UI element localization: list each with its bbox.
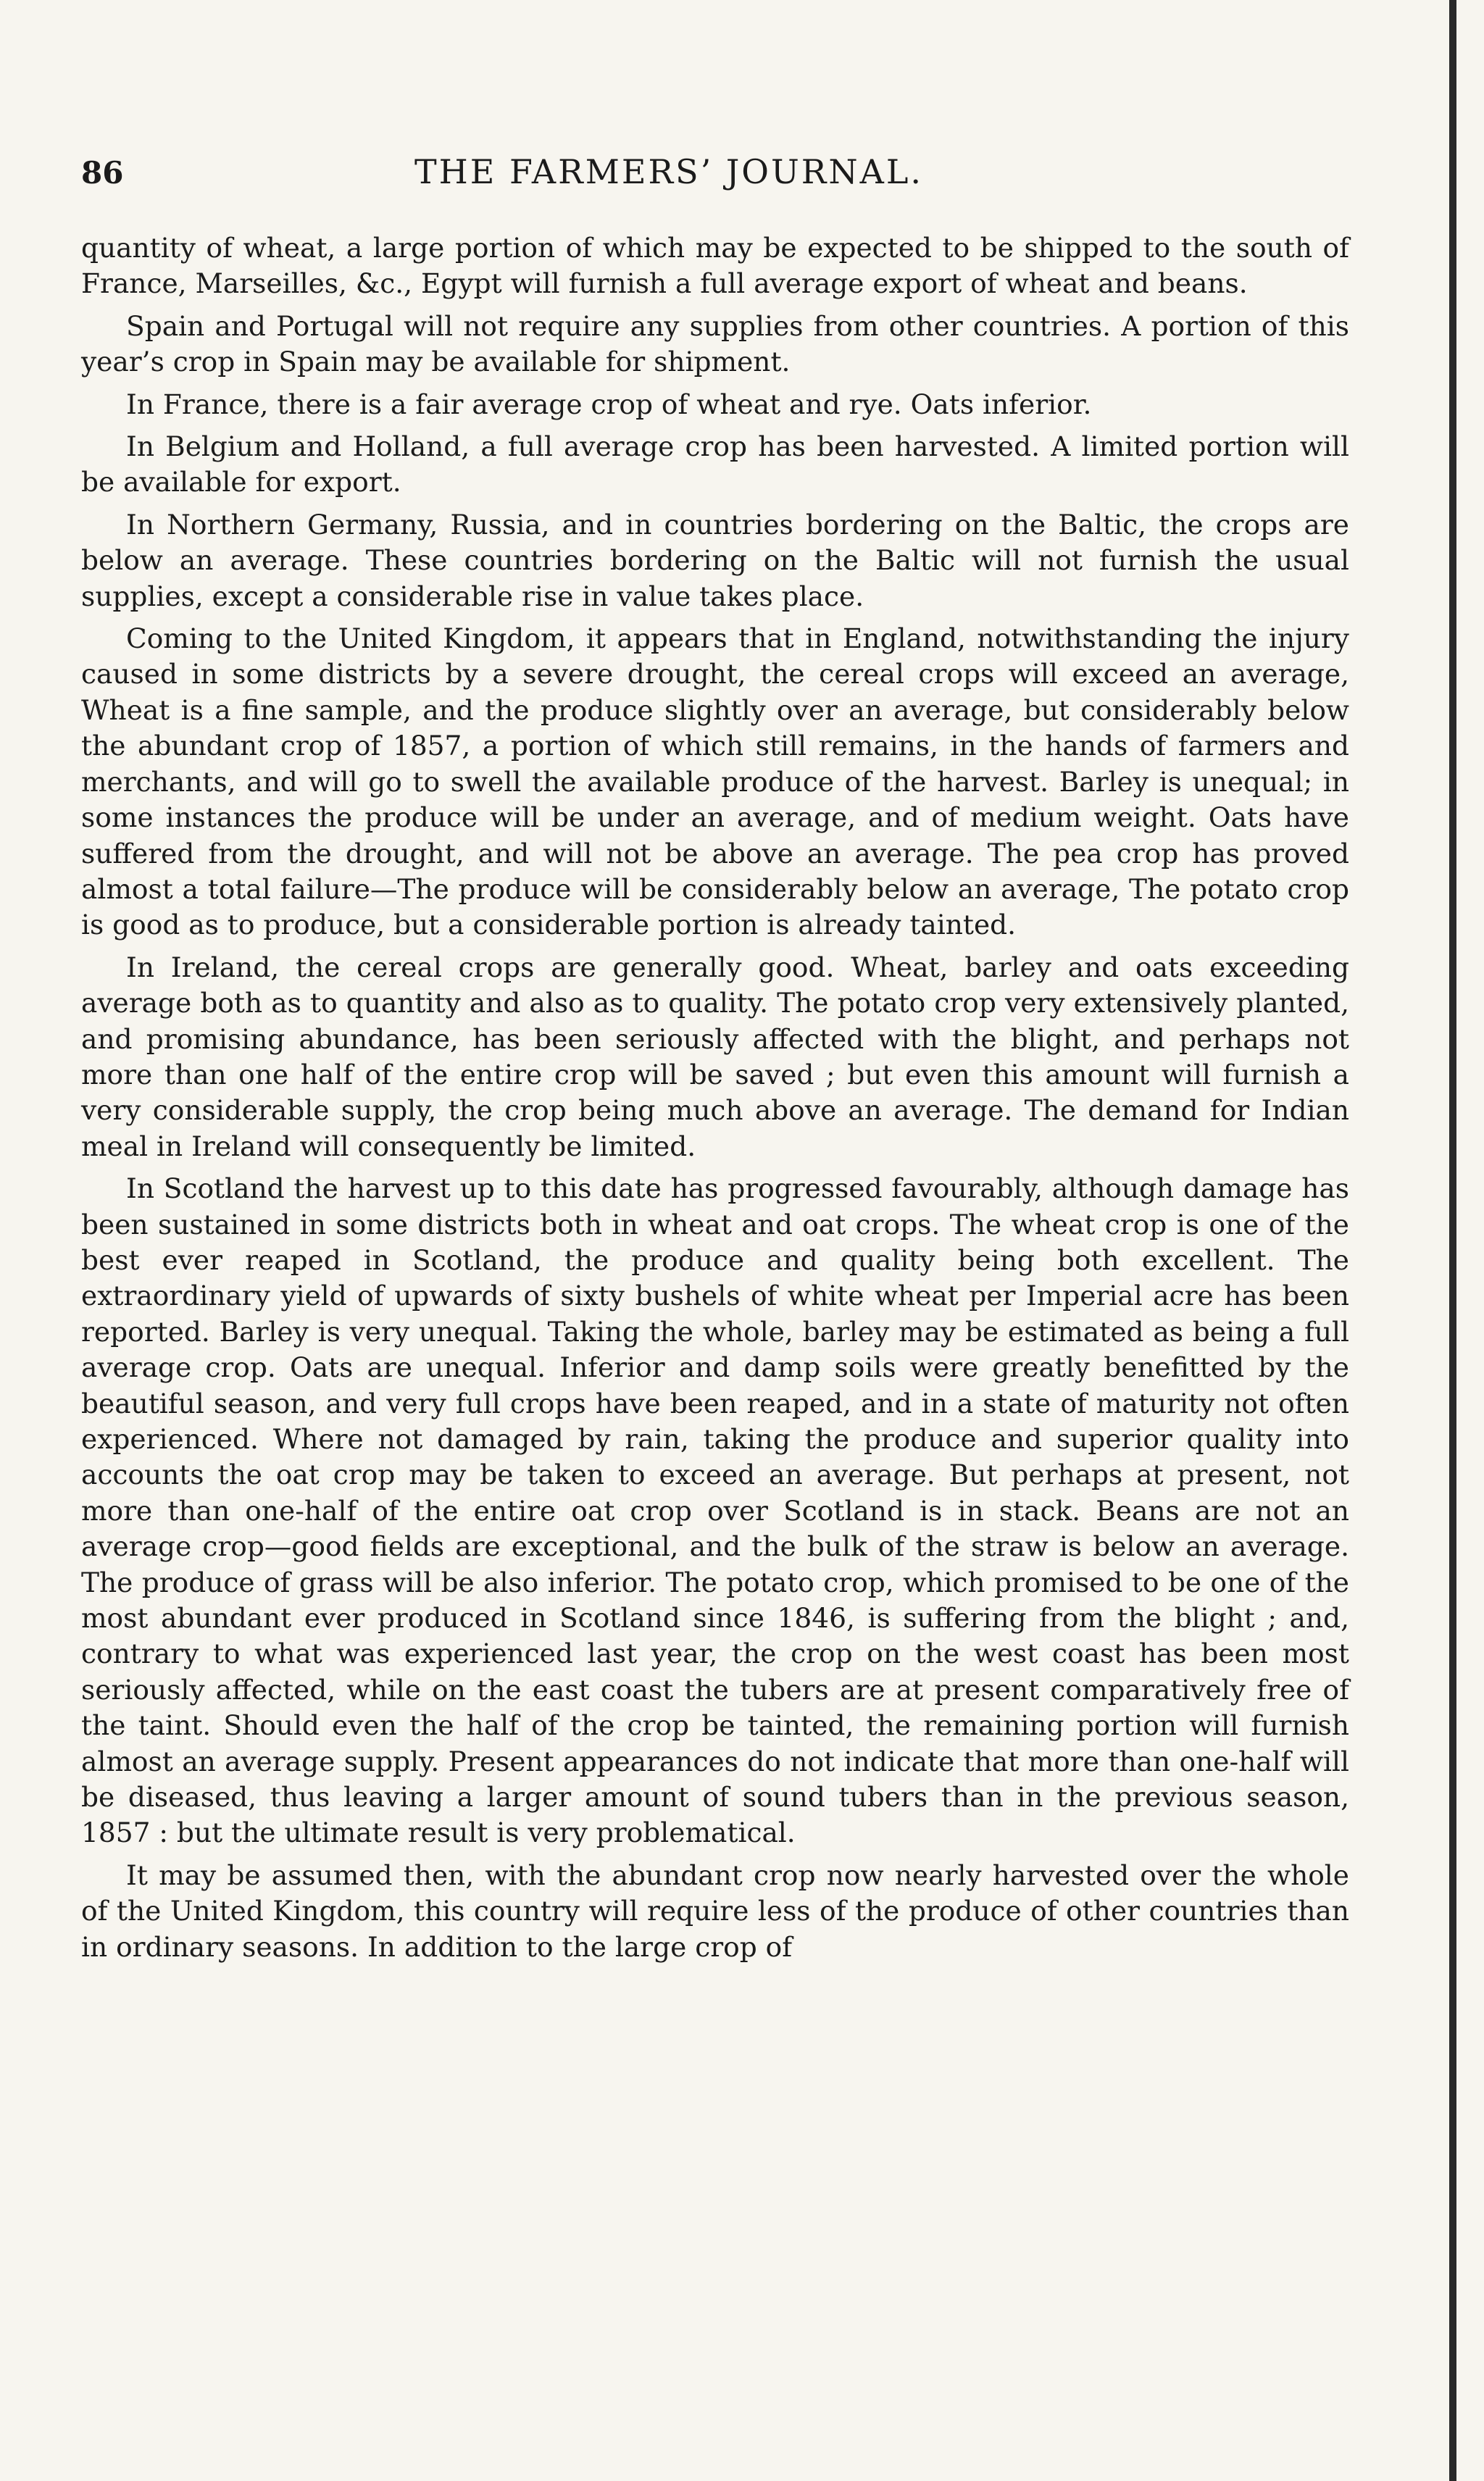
paragraph-4: In Belgium and Holland, a full average crop has been harvested. A limited portion will be available for export. — [81, 430, 1349, 499]
page-edge-rule — [1449, 0, 1456, 2481]
paragraph-3: In France, there is a fair average crop of wheat and rye. Oats inferior. — [126, 388, 1092, 420]
paragraph-5: In Northern Germany, Russia, and in countries bordering on the Baltic, the crops are below an average. These countries bordering on the Baltic will not furnish the usual supplies, except a considerable rise in value takes place. — [81, 508, 1349, 612]
paragraph-1: quantity of wheat, a large portion of which may be expected to be shipped to the south of France, Marseilles, &c., Egypt will furnish a full average export of wheat and beans. — [81, 232, 1349, 300]
paragraph-9: It may be assumed then, with the abundant crop now nearly harvested over the whole of the United Kingdom, this country will require less of the produce of other countries than in ordinary seasons. In addition to the large crop of — [81, 1859, 1349, 1963]
paragraph-7: In Ireland, the cereal crops are generally good. Wheat, barley and oats exceeding average both as to quantity and also as to quality. The potato crop very extensively planted, and promising abundance, has been seriously affected with the blight, and perhaps not more than one half of the entire crop will be saved ; but even this amount will furnish a very considerable supply, the crop being much above an average. The demand for Indian meal in Ireland will consequently be limited. — [81, 951, 1349, 1162]
running-title: THE FARMERS’ JOURNAL. — [414, 152, 924, 191]
paragraph-6: Coming to the United Kingdom, it appears that in England, notwithstanding the injury caused in some districts by a severe drought, the cereal crops will exceed an average, Wheat is a fine sample, and the produce slightly over an average, but considerably below the abundant crop of 1857, a portion of which still remains, in the hands of farmers and merchants, and will go to swell the available produce of the harvest. Barley is unequal; in some instances the produce will be under an average, and of medium weight. Oats have suffered from the drought, and will not be above an average. The pea crop has proved almost a total failure—The produce will be considerably below an average, The potato crop is good as to produce, but a considerable portion is already tainted. — [81, 622, 1349, 941]
page-number: 86 — [81, 155, 124, 191]
journal-page — [81, 152, 1349, 1972]
paragraph-8: In Scotland the harvest up to this date has progressed favourably, although damage has been sustained in some districts both in wheat and oat crops. The wheat crop is one of the best ever reaped in Scotland, the produce and quality being both excellent. The extraordinary yield of upwards of sixty bushels of white wheat per Imperial acre has been reported. Barley is very unequal. Taking the whole, barley may be estimated as being a full average crop. Oats are unequal. Inferior and damp soils were greatly benefitted by the beautiful season, and very full crops have been reaped, and in a state of maturity not often experienced. Where not damaged by rain, taking the produce and superior quality into accounts the oat crop may be taken to exceed an average. But perhaps at present, not more than one-half of the entire oat crop over Scotland is in stack. Beans are not an average crop—good fields are exceptional, and the bulk of the straw is below an average. The produce of grass will be also inferior. The potato crop, which promised to be one of the most abundant ever produced in Scotland since 1846, is suffering from the blight ; and, contrary to what was experienced last year, the crop on the west coast has been most seriously affected, while on the east coast the tubers are at present comparatively free of the taint. Should even the half of the crop be tainted, the remaining portion will furnish almost an average supply. Present appearances do not indicate that more than one-half will be diseased, thus leaving a larger amount of sound tubers than in the previous season, 1857 : but the ultimate result is very problematical. — [81, 1172, 1349, 1849]
page-header — [81, 152, 1349, 217]
paragraph-2: Spain and Portugal will not require any supplies from other countries. A portion of this year’s crop in Spain may be available for shipment. — [81, 309, 1349, 378]
